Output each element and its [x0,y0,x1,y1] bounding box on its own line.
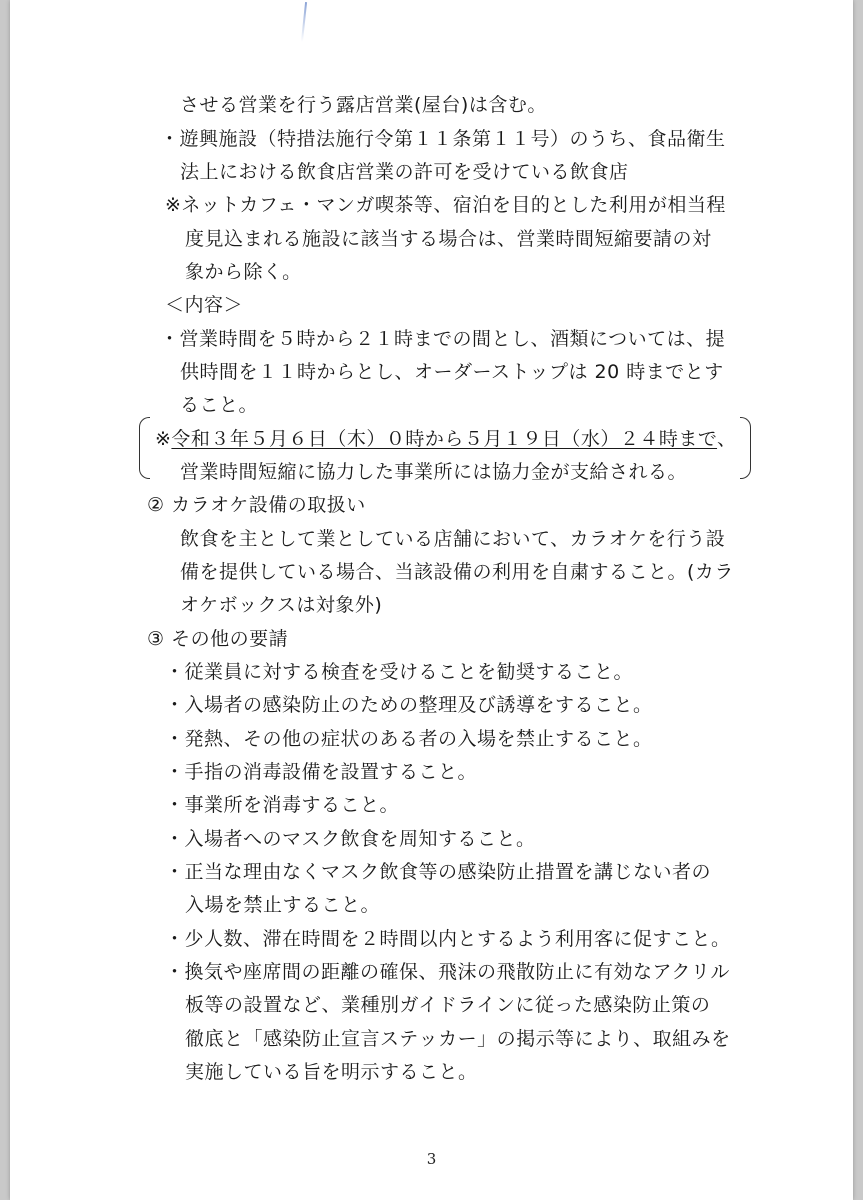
bullet-item: ・少人数、滞在時間を２時間以内とするよう利用客に促すこと。 [165,928,731,950]
bullet-item: ・事業所を消毒すること。 [165,794,400,816]
text-line: 入場を禁止すること。 [185,894,381,916]
text-line: 実施している旨を明示すること。 [185,1061,478,1083]
text-line: させる営業を行う露店営業(屋台)は含む。 [180,94,547,116]
note-comma: 、 [717,428,737,450]
bullet-item: ・正当な理由なくマスク飲食等の感染防止措置を講じない者の [165,861,712,883]
text-line: 板等の設置など、業種別ガイドラインに従った感染防止策の [185,994,711,1016]
text-line: 備を提供している場合、当該設備の利用を自粛すること。(カラ [180,561,734,583]
bullet-item: ・手指の消毒設備を設置すること。 [165,761,478,783]
text-line: 度見込まれる施設に該当する場合は、営業時間短縮要請の対 [185,228,712,250]
text-line: 飲食を主として業としている店舗において、カラオケを行う設 [180,528,726,550]
bracket-left [139,417,150,479]
bullet-item: ・換気や座席間の距離の確保、飛沫の飛散防止に有効なアクリル [165,961,730,983]
section-heading: ＜内容＞ [165,294,244,316]
highlight-note [155,427,737,451]
bullet-item: ・従業員に対する検査を受けることを勧奨すること。 [165,661,634,683]
bullet-item: ・営業時間を５時から２１時までの間とし、酒類については、提 [160,328,726,350]
text-line: 供時間を１１時からとし、オーダーストップは 20 時までとす [180,361,724,383]
page-number: 3 [426,1150,437,1168]
text-line: 法上における飲食店営業の許可を受けている飲食店 [180,161,629,183]
bullet-item: ・発熱、その他の症状のある者の入場を禁止すること。 [165,728,653,750]
section-heading: ③ その他の要請 [147,628,289,650]
text-line: オケボックスは対象外) [180,594,383,616]
text-line: 徹底と「感染防止宣言ステッカー」の掲示等により、取組みを [185,1028,731,1050]
underlined-period: 令和３年５月６日（木）０時から５月１９日（水）２４時まで [171,428,718,450]
note-line: ※ネットカフェ・マンガ喫茶等、宿泊を目的とした利用が相当程 [165,194,726,216]
bullet-item: ・入場者の感染防止のための整理及び誘導をすること。 [165,694,653,716]
note-mark: ※ [155,428,172,450]
text-line: 営業時間短縮に協力した事業所には協力金が支給される。 [180,461,688,483]
bracket-right [740,417,751,479]
bullet-item: ・遊興施設（特措法施行令第１１条第１１号）のうち、食品衛生 [160,128,726,150]
section-heading: ② カラオケ設備の取扱い [147,494,366,516]
bullet-item: ・入場者へのマスク飲食を周知すること。 [165,828,536,850]
text-line: ること。 [180,394,259,416]
pen-mark [301,2,307,42]
text-line: 象から除く。 [185,261,302,283]
